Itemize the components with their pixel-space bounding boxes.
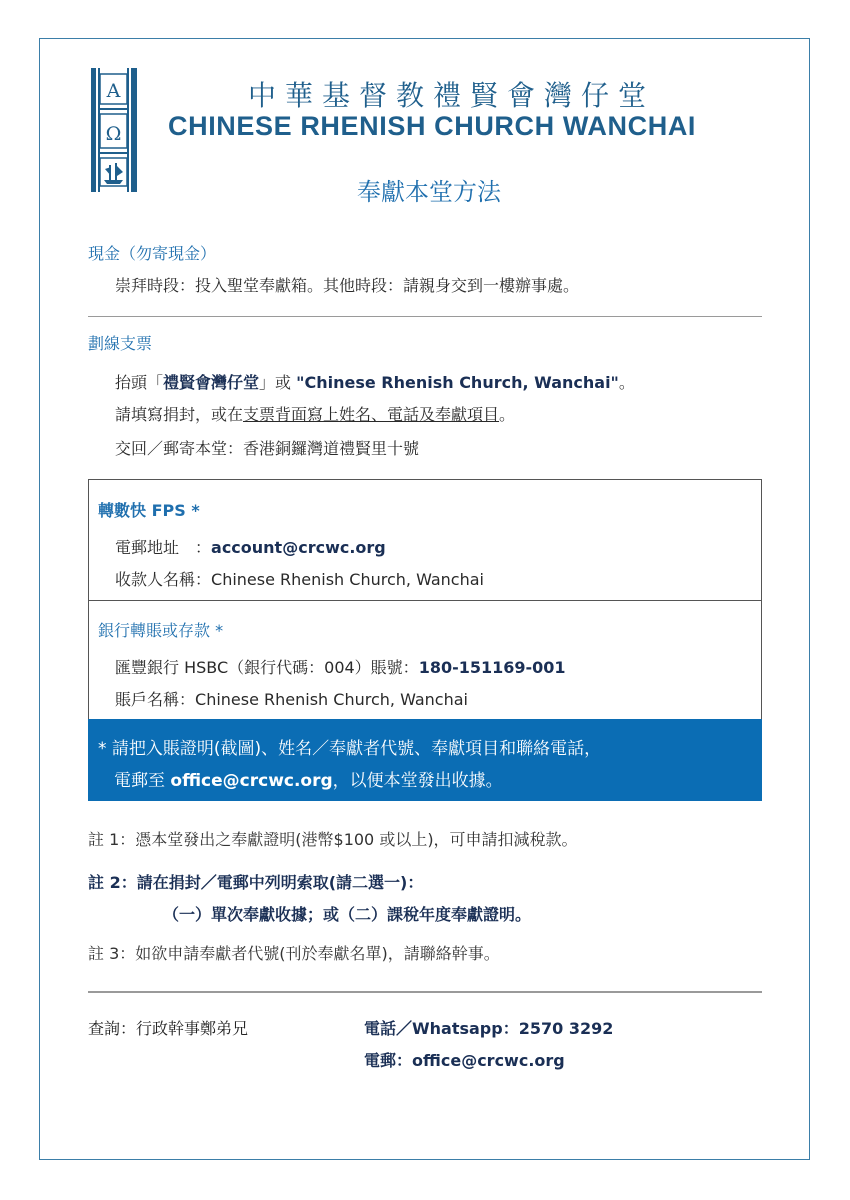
cheque-section-title: 劃線支票 [88, 334, 153, 353]
cheque-envelope-line [115, 402, 515, 425]
notice-end: ，以便本堂發出收據。 [332, 771, 503, 791]
cash-section-title: 現金（勿寄現金） [88, 244, 217, 263]
fps-payee-line [115, 567, 484, 590]
bank-account-line [115, 655, 566, 678]
bank-name-value: Chinese Rhenish Church, Wanchai [195, 690, 468, 709]
inquiry-contact: 查詢：行政幹事鄭弟兄 [88, 1019, 249, 1038]
church-title-english: CHINESE RHENISH CHURCH WANCHAI [168, 111, 697, 141]
fps-email-line [115, 535, 386, 558]
cheque-payee-mid: 」或 [259, 373, 297, 392]
phone-line [364, 1016, 613, 1039]
notice-prefix: 電郵至 [114, 771, 171, 791]
fps-email-value: account@crcwc.org [211, 538, 386, 557]
bank-account-prefix: 匯豐銀行 HSBC（銀行代碼：004）賬號： [115, 658, 419, 677]
logo-letter-omega: Ω [105, 123, 122, 145]
contact-email-value: office@crcwc.org [412, 1051, 565, 1070]
cheque-address-line: 交回／郵寄本堂：香港銅鑼灣道禮賢里十號 [115, 439, 420, 458]
cash-instructions: 崇拜時段：投入聖堂奉獻箱。其他時段：請親身交到一樓辦事處。 [115, 276, 580, 295]
cheque-payee-line [115, 370, 635, 393]
cheque-envelope-prefix: 請填寫捐封，或在 [115, 405, 244, 424]
bank-section-title: 銀行轉賬或存款 * [98, 621, 224, 640]
bank-name-line [115, 687, 468, 710]
cheque-payee-name-zh: 禮賢會灣仔堂 [163, 373, 260, 392]
church-logo [90, 68, 138, 192]
cheque-payee-prefix: 抬頭「 [115, 373, 164, 392]
page-subtitle: 奉獻本堂方法 [357, 178, 501, 206]
note-3: 註 3：如欲申請奉獻者代號(刊於奉獻名單)，請聯絡幹事。 [88, 944, 500, 963]
notice-line-1: * 請把入賬證明(截圖)、姓名／奉獻者代號、奉獻項目和聯絡電話， [98, 739, 602, 759]
bank-account-number: 180-151169-001 [418, 658, 566, 677]
notice-line-2 [114, 766, 503, 791]
fps-payee-label: 收款人名稱： [115, 570, 212, 589]
cheque-payee-end: 。 [618, 373, 635, 392]
phone-value: 2570 3292 [518, 1019, 614, 1038]
bank-name-label: 賬戶名稱： [115, 690, 196, 709]
logo-letter-alpha: A [106, 80, 121, 102]
notice-email: office@crcwc.org [170, 771, 333, 791]
cheque-back-instruction: 支票背面寫上姓名、電話及奉獻項目 [243, 405, 500, 424]
submission-notice [88, 719, 762, 801]
fps-payee-value: Chinese Rhenish Church, Wanchai [211, 570, 484, 589]
cheque-payee-name-en: "Chinese Rhenish Church, Wanchai" [296, 373, 619, 392]
phone-label: 電話／Whatsapp： [364, 1019, 519, 1038]
note-2: 註 2：請在捐封／電郵中列明索取(請二選一)： [88, 873, 424, 892]
note-1: 註 1：憑本堂發出之奉獻證明(港幣$100 或以上)，可申請扣減稅款。 [88, 830, 578, 849]
note-2-options: （一）單次奉獻收據；或（二）課稅年度奉獻證明。 [163, 905, 532, 924]
fps-email-label: 電郵地址 ： [115, 538, 212, 557]
footer-divider [88, 991, 762, 993]
cheque-envelope-end: 。 [499, 405, 516, 424]
contact-email-label: 電郵： [364, 1051, 413, 1070]
church-title-chinese: 中華基督教禮賢會灣仔堂 [248, 79, 656, 112]
contact-email-line [364, 1048, 565, 1071]
section-divider [88, 316, 762, 317]
fps-section-title: 轉數快 FPS * [98, 501, 200, 520]
